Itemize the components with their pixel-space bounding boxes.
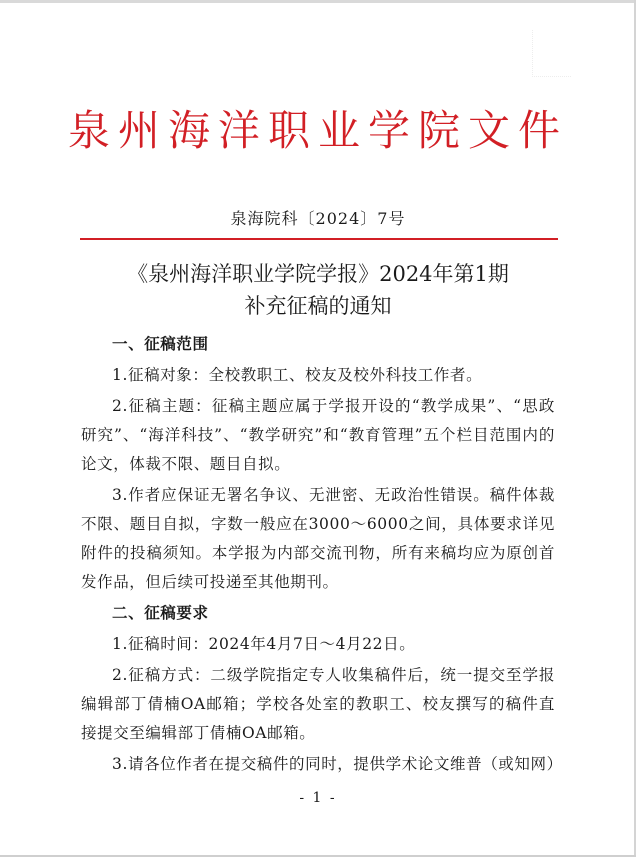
- document-body: [81, 330, 563, 781]
- paragraph-topics: 2.征稿主题：征稿主题应属于学报开设的“教学成果”、“思政研究”、“海洋科技”、“教学研究”和“教育管理”五个栏目范围内的论文，体裁不限、题目自拟。: [81, 397, 555, 473]
- section-heading-scope: 一、征稿范围: [112, 335, 209, 353]
- paragraph-audience: 1.征稿对象：全校教职工、校友及校外科技工作者。: [112, 366, 483, 384]
- scan-edge-top: [0, 0, 636, 3]
- header-red-divider: [80, 238, 558, 240]
- section-heading-requirements: 二、征稿要求: [112, 604, 209, 622]
- page-number: - 1 -: [299, 790, 337, 806]
- notice-title-line1: 《泉州海洋职业学院学报》2024年第1期: [127, 262, 509, 286]
- scan-artifact: [532, 30, 571, 77]
- paragraph-method: 2.征稿方式：二级学院指定专人收集稿件后，统一提交至学报编辑部丁倩楠OA邮箱；学校各处室的教职工、校友撰写的稿件直接提交至编辑部丁倩楠OA邮箱。: [81, 666, 555, 742]
- notice-title: [0, 258, 636, 322]
- document-header-title: 泉州海洋职业学院文件: [67, 106, 568, 155]
- paragraph-author-requirements: 3.作者应保证无署名争议、无泄密、无政治性错误。稿件体裁不限、题目自拟，字数一般应在3000～6000之间，具体要求详见附件的投稿须知。本学报为内部交流刊物，所有来稿均应为原创首发作品，但后续可投递至其他期刊。: [81, 486, 555, 591]
- notice-title-line2: 补充征稿的通知: [244, 294, 392, 318]
- paragraph-plagiarism-check: 3.请各位作者在提交稿件的同时，提供学术论文维普（或知网）: [112, 755, 563, 773]
- paragraph-time: 1.征稿时间：2024年4月7日～4月22日。: [112, 635, 416, 653]
- document-number: 泉海院科〔2024〕7号: [230, 209, 406, 228]
